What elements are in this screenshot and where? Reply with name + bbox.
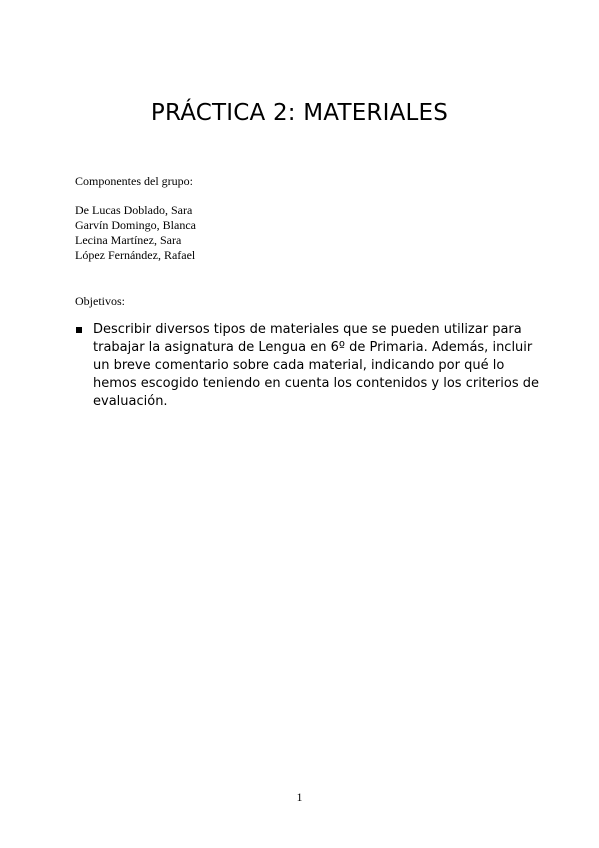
member-name: Lecina Martínez, Sara [75,233,182,247]
page-number: 1 [296,790,303,804]
objectives-list [75,321,545,411]
page-title: PRÁCTICA 2: MATERIALES [150,100,449,126]
objectives-label: Objetivos: [75,294,125,308]
member-name: De Lucas Doblado, Sara [75,203,193,217]
objective-item [75,321,545,411]
member-name: Garvín Domingo, Blanca [75,218,196,232]
member-name: López Fernández, Rafael [75,248,196,262]
square-bullet-icon [76,327,82,333]
group-members-label: Componentes del grupo: [75,174,193,188]
objective-text: Describir diversos tipos de materiales que se pueden utilizar para trabajar la asignatura de Lengua en 6º de Primaria. Además, incluir un breve comentario sobre cada material, indicando por qué lo hemos escogido teniendo en cuenta los contenidos y los criterios de evaluación. [93,322,539,409]
group-members-list [75,203,196,263]
